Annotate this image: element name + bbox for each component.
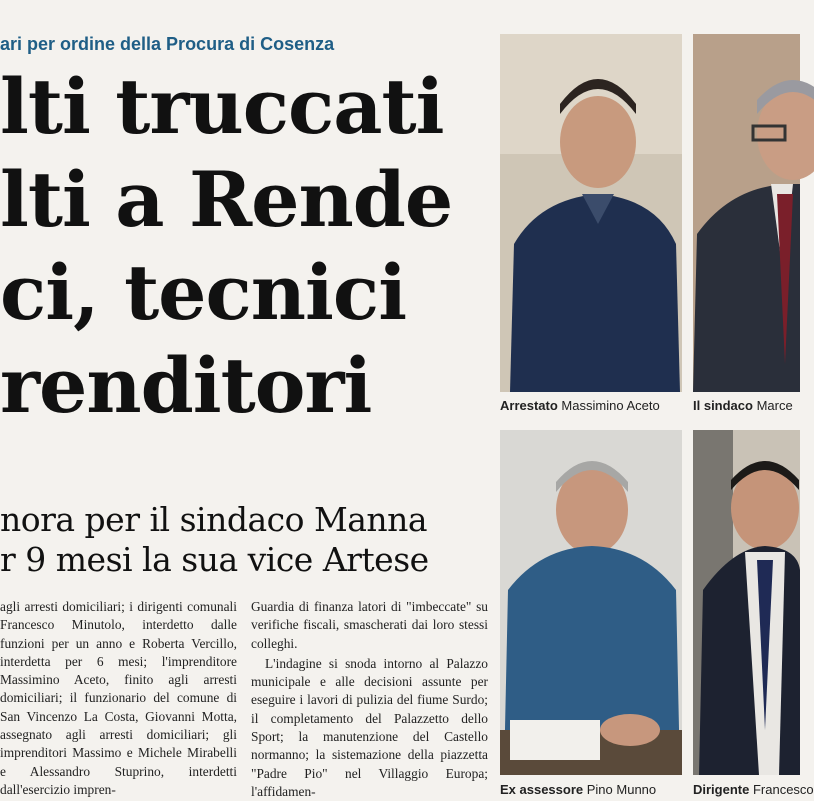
caption-name: Pino Munno	[586, 782, 657, 797]
photo-caption-4	[693, 782, 814, 798]
portrait-image	[500, 430, 682, 775]
caption-role: Il sindaco	[693, 398, 753, 413]
headline	[0, 60, 485, 432]
caption-name: Francesco	[752, 782, 814, 797]
article-paragraph: Guardia di finanza latori di "imbeccate" su verifiche fiscali, smascherati dai loro stessi colleghi.	[251, 599, 488, 651]
subheadline	[0, 500, 485, 580]
photo-caption-2	[693, 398, 800, 414]
caption-name: Marce	[756, 398, 793, 413]
photo-caption-3	[500, 782, 682, 798]
article-column-1	[0, 598, 237, 800]
article-column-2	[251, 598, 488, 800]
kicker-line: ari per ordine della Procura di Cosenza	[0, 34, 335, 54]
headline-line-4: renditori	[0, 341, 372, 430]
headline-line-2: lti a Rende	[0, 155, 453, 244]
article-paragraph: L'indagine si snoda intorno al Palazzo municipale e alle decisioni assunte per eseguire i lavori di pulizia del fiume Surdo; il completamento del Palazzetto dello Sport; la manutenzione del Castello normanno; la sistemazione della piazzetta "Padre Pio" nel Villaggio Europa; l'affidamen-	[251, 655, 488, 799]
subheadline-line-1: nora per il sindaco Manna	[0, 500, 428, 539]
photo-caption-1	[500, 398, 682, 414]
photo-dirigente	[693, 430, 800, 775]
headline-line-3: ci, tecnici	[0, 248, 407, 337]
photo-sindaco	[693, 34, 800, 392]
headline-line-1: lti truccati	[0, 62, 444, 151]
caption-name: Massimino Aceto	[561, 398, 660, 413]
portrait-image	[693, 34, 800, 392]
caption-role: Ex assessore	[500, 782, 584, 797]
article-paragraph: agli arresti domiciliari; i dirigenti comunali Francesco Minutolo, interdetto dalle funzioni per un anno e Roberta Vercillo, interdetta per 6 mesi; l'imprenditore Massimino Aceto, finito agli arresti domiciliari; il funzionario del comune di San Vincenzo La Costa, Giovanni Motta, assegnato agli arresti domiciliari; gli imprenditori Massimo e Michele Mirabelli e Alessandro Stuprino, interdetti dall'esercizio impren-	[0, 599, 237, 797]
photo-ex-assessore	[500, 430, 682, 775]
subheadline-line-2: r 9 mesi la sua vice Artese	[0, 540, 429, 579]
caption-role: Arrestato	[500, 398, 558, 413]
photo-arrestato	[500, 34, 682, 392]
portrait-image	[693, 430, 800, 775]
article-body	[0, 598, 488, 800]
caption-role: Dirigente	[693, 782, 750, 797]
portrait-image	[500, 34, 682, 392]
